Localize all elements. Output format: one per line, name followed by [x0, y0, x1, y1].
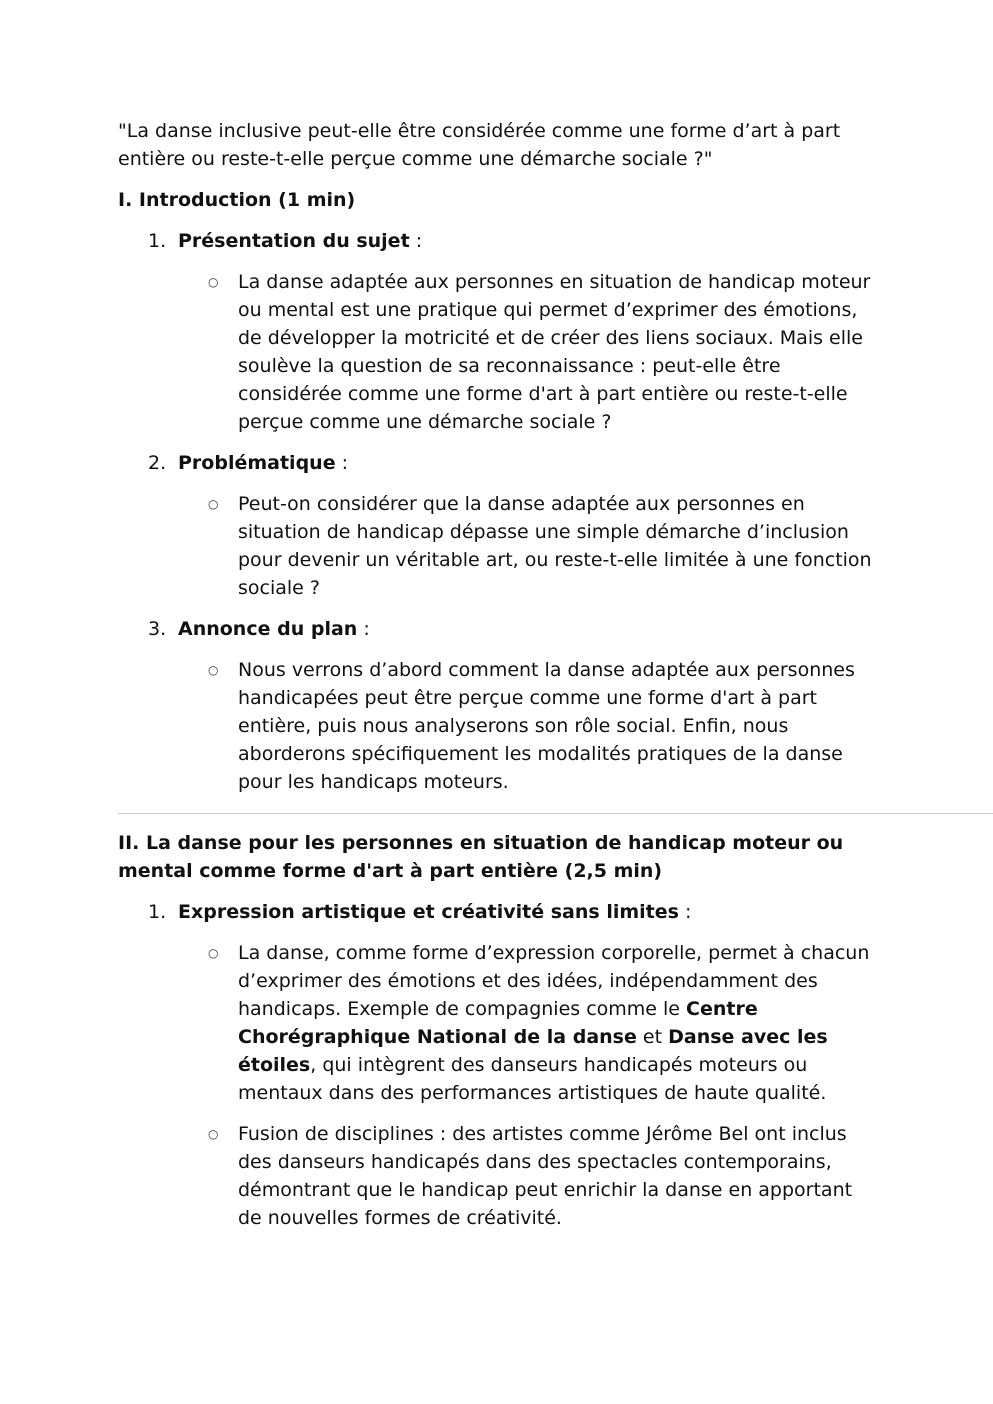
company-name: Danse avec les étoiles	[238, 1026, 828, 1076]
circle-bullet-icon: ○	[208, 1127, 219, 1141]
point-annonce-plan	[118, 615, 878, 796]
list-item: ○ La danse adaptée aux personnes en situation de handicap moteur ou mental est une pratique qui permet d’exprimer des émotions, de développer la motricité et de créer des liens sociaux. Mais elle soulève la question de sa reconnaissance : peut-elle être considérée comme une forme d'art à part entière ou reste-t-elle perçue comme une démarche sociale ?	[118, 268, 878, 436]
document-body	[118, 117, 878, 809]
company-name: Centre Chorégraphique National de la danse	[238, 998, 758, 1048]
point-title: Expression artistique et créativité sans limites	[178, 901, 679, 923]
circle-bullet-icon: ○	[208, 497, 219, 511]
point-expression-artistique	[118, 898, 878, 1232]
point-problematique	[118, 449, 878, 602]
introduction-points	[118, 227, 878, 796]
list-item: ○ Fusion de disciplines : des artistes comme Jérôme Bel ont inclus des danseurs handicapés dans des spectacles contemporains, démontrant que le handicap peut enrichir la danse en apportant de nouvelles formes de créativité.	[118, 1120, 878, 1232]
circle-bullet-icon: ○	[208, 663, 219, 677]
point-suffix: :	[335, 452, 349, 474]
section-heading-introduction: I. Introduction (1 min)	[118, 189, 356, 211]
section-heading-art: II. La danse pour les personnes en situation de handicap moteur ou mental comme forme d'art à part entière (2,5 min)	[118, 832, 844, 882]
point-number: 3.	[148, 618, 167, 640]
circle-bullet-icon: ○	[208, 275, 219, 289]
point-number: 1.	[148, 230, 167, 252]
list-item: ○ La danse, comme forme d’expression corporelle, permet à chacun d’exprimer des émotions et des idées, indépendamment des handicaps. Exemple de compagnies comme le Centre Chorégraphique National de la danse et Danse avec les étoiles, qui intègrent des danseurs handicapés moteurs ou mentaux dans des performances artistiques de haute qualité.	[118, 939, 878, 1107]
horizontal-divider	[118, 813, 993, 814]
list-item: ○ Nous verrons d’abord comment la danse adaptée aux personnes handicapées peut être perçue comme une forme d'art à part entière, puis nous analyserons son rôle social. Enfin, nous aborderons spécifiquement les modalités pratiques de la danse pour les handicaps moteurs.	[118, 656, 878, 796]
point-suffix: :	[357, 618, 370, 640]
point-presentation	[118, 227, 878, 436]
point-number: 2.	[148, 452, 167, 474]
question-text: "La danse inclusive peut-elle être considérée comme une forme d’art à part entière ou reste-t-elle perçue comme une démarche sociale ?"	[118, 120, 841, 170]
point-title: Présentation du sujet	[178, 230, 410, 252]
section-two	[118, 829, 878, 1245]
point-title: Annonce du plan	[178, 618, 358, 640]
point-number: 1.	[148, 901, 167, 923]
point-suffix: :	[409, 230, 423, 252]
list-item: ○ Peut-on considérer que la danse adaptée aux personnes en situation de handicap dépasse une simple démarche d’inclusion pour devenir un véritable art, ou reste-t-elle limitée à une fonction sociale ?	[118, 490, 878, 602]
circle-bullet-icon: ○	[208, 946, 219, 960]
point-title: Problématique	[178, 452, 336, 474]
point-suffix: :	[678, 901, 692, 923]
